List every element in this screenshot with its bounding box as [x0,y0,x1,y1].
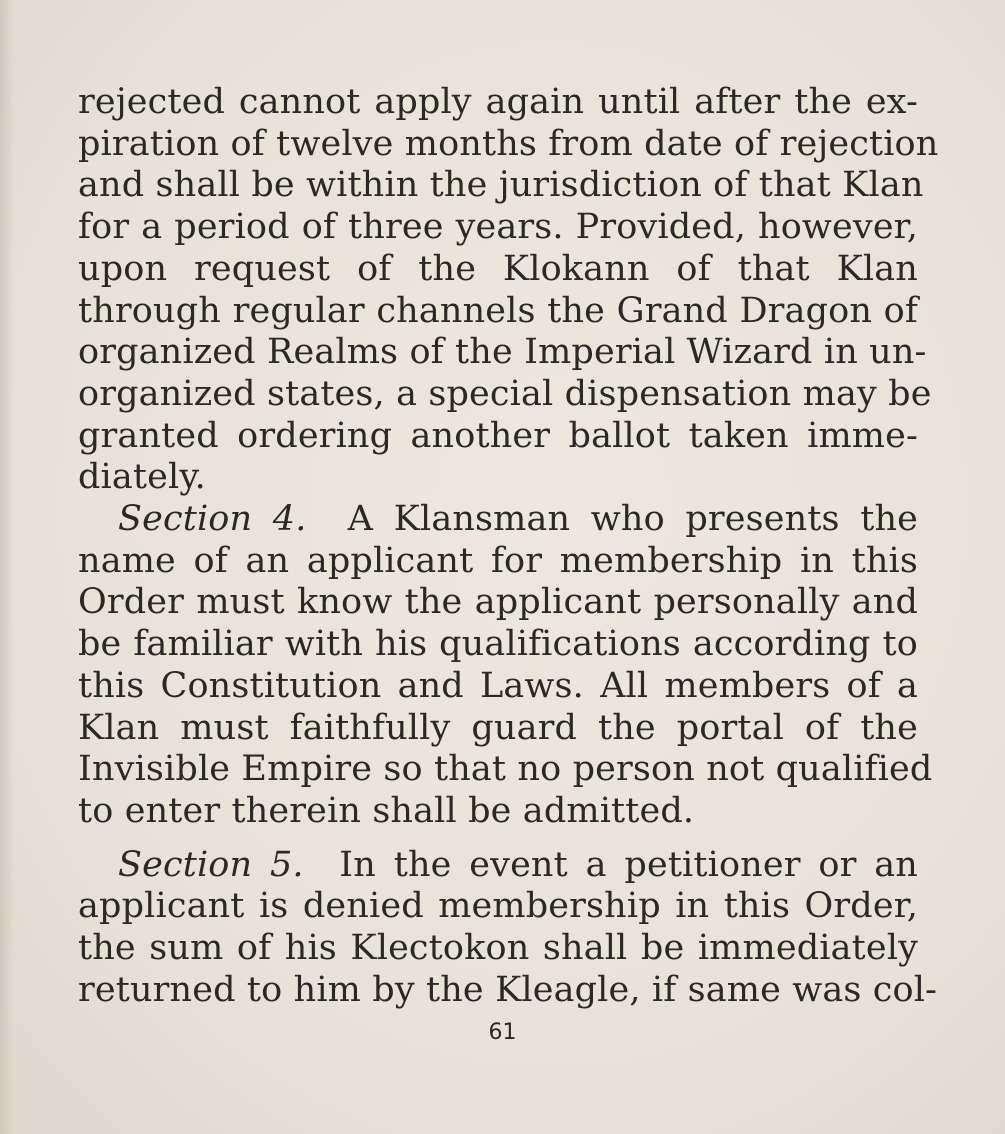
text-line: through regular channels the Grand Dragon of [78,290,918,331]
paragraph-section-5 [78,844,938,1012]
text-line: for a period of three years. Provided, however, [78,207,918,248]
text-line: rejected cannot apply again until after the ex- [78,82,918,122]
paragraph-section-4 [78,499,933,833]
text-line: organized Realms of the Imperial Wizard in un- [78,332,927,373]
text-line: Order must know the applicant personally and [78,582,918,623]
page-spine-shadow [0,0,14,1134]
text-line: applicant is denied membership in this Order, [78,886,918,927]
section-4-first-line: A Klansman who presents the [347,499,919,540]
text-line: to enter therein shall be admitted. [78,790,695,831]
section-5-first-line: In the event a petitioner or an [339,844,918,885]
text-line: granted ordering another ballot taken imme- [78,415,918,456]
text-line: organized states, a special dispensation may be [78,373,932,414]
text-line: name of an applicant for membership in this [78,540,918,581]
section-5-label: Section 5. [118,844,304,885]
text-line: piration of twelve months from date of rejection [78,123,939,164]
page-number: 61 [488,1020,517,1045]
text-line: and shall be within the jurisdiction of that Klan [78,165,924,206]
text-line: returned to him by the Kleagle, if same was col- [78,969,938,1010]
paragraph-continuation [78,82,939,499]
text-line [78,845,918,887]
text-line: Klan must faithfully guard the portal of the [78,707,918,748]
page-body [78,82,939,1011]
section-4-label: Section 4. [118,499,307,540]
text-line: the sum of his Klectokon shall be immediately [78,928,918,969]
text-line: Invisible Empire so that no person not qualified [78,749,933,790]
text-line [78,499,918,541]
text-line: be familiar with his qualifications according to [78,624,918,665]
text-line: diately. [78,457,206,498]
paragraph-gap [78,833,918,845]
text-line: upon request of the Klokann of that Klan [78,248,918,289]
text-line: this Constitution and Laws. All members of a [78,665,918,706]
